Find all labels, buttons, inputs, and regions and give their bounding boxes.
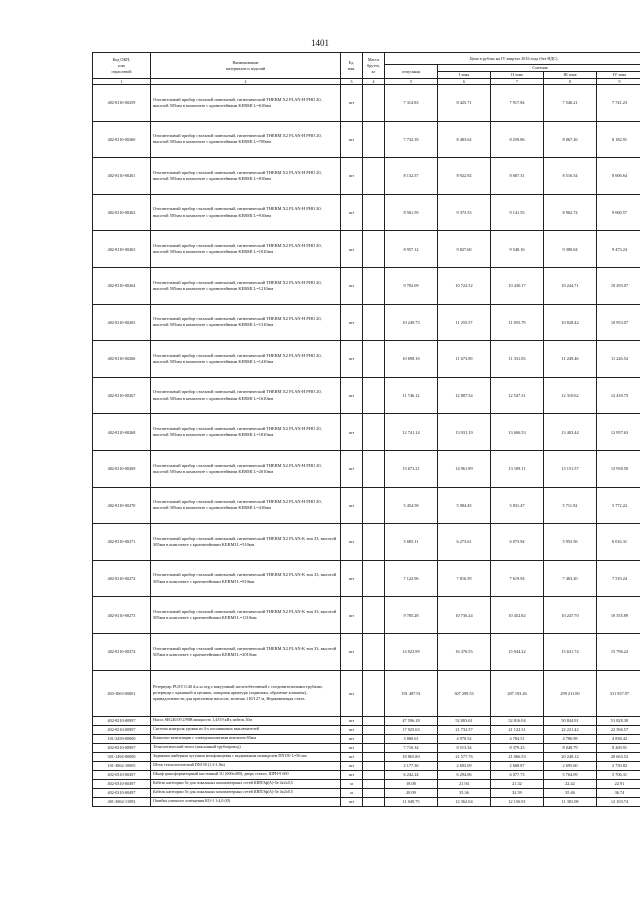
item-mass (363, 85, 385, 122)
item-code: 403-3063-00001 (93, 670, 151, 716)
item-name: Технологический чехол (наклонный трубопровод) (151, 743, 341, 752)
price-zone-1: 12 887.54 (438, 377, 491, 414)
item-unit: шт (341, 743, 363, 752)
item-code: 301-1494-00000 (93, 752, 151, 761)
item-code: 402-8110-00267 (93, 377, 151, 414)
header-unit: Ед. изм. (341, 53, 363, 79)
price-wholesale: 8 957.12 (385, 231, 438, 268)
item-name: Отопительный прибор стальной панельный, гигиенический THERM X2 PLAN-H PHO 20, высотой 505мм в комплекте с кронштейнами KERMI L=1810мм (151, 414, 341, 451)
price-zone-2: 13 109.11 (491, 450, 544, 487)
table-row (93, 734, 640, 743)
item-mass (363, 414, 385, 451)
table-row (93, 560, 640, 597)
price-zone-4: 11 226.54 (597, 341, 640, 378)
item-mass (363, 121, 385, 158)
price-zone-3: 5 953.56 (544, 524, 597, 561)
price-zone-4: 51 828.38 (597, 716, 640, 725)
price-zone-1: 35.36 (438, 788, 491, 797)
item-code: 402-8110-00272 (93, 560, 151, 597)
item-name: Шкаф трансформаторный настенный 1U (600х480); дверь стекло, ШРН-9 600 (151, 770, 341, 779)
price-zone-3: 13 403.44 (544, 414, 597, 451)
item-name: Система контроля уровня из 4-х поплавковых выключателей (151, 725, 341, 734)
price-zone-2: 11 055.79 (491, 304, 544, 341)
price-zone-3: 22 221.42 (544, 725, 597, 734)
item-code: 101-2459-00000 (93, 734, 151, 743)
price-wholesale: 10 698.16 (385, 341, 438, 378)
item-mass (363, 752, 385, 761)
price-zone-2: 10 452.82 (491, 597, 544, 634)
table-row (93, 524, 640, 561)
item-unit: шт (341, 267, 363, 304)
price-zone-4: 10 355.89 (597, 597, 640, 634)
price-zone-4: 311 937.97 (597, 670, 640, 716)
item-name: Шток технологический DN150 (1,3-1,8м) (151, 761, 341, 770)
item-code: 402-0310-00497 (93, 779, 151, 788)
price-wholesale: 191 487.91 (385, 670, 438, 716)
item-unit: шт (341, 725, 363, 734)
item-code: 402-8110-00260 (93, 121, 151, 158)
price-zone-4: 4 838.42 (597, 734, 640, 743)
item-mass (363, 158, 385, 195)
price-zone-4: 7 741.23 (597, 85, 640, 122)
price-wholesale: 10 249.73 (385, 304, 438, 341)
price-wholesale: 13 673.21 (385, 450, 438, 487)
price-zone-3: 13 151.57 (544, 450, 597, 487)
price-zone-2: 8 259.86 (491, 121, 544, 158)
item-mass (363, 377, 385, 414)
item-code: 402-8310-00997 (93, 725, 151, 734)
price-zone-3: 5 711.92 (544, 487, 597, 524)
item-code: 402-8110-00259 (93, 85, 151, 122)
item-name: Отопительный прибор стальной панельный, гигиенический THERM X2 PLAN-H PHO 20, высотой 505мм в комплекте с кронштейнами KERMI L=1310мм (151, 304, 341, 341)
table-row (93, 341, 640, 378)
item-unit: м (341, 779, 363, 788)
price-zone-2: 32.59 (491, 788, 544, 797)
price-zone-4: 22.91 (597, 779, 640, 788)
table-row (93, 761, 640, 770)
item-name: Задвижка шиберная чугунная межфланцевая с выдвижным шпинделем DN150 L=56 мм (151, 752, 341, 761)
table-row (93, 194, 640, 231)
price-wholesale: 9 785.28 (385, 597, 438, 634)
price-zone-2: 7 619.94 (491, 560, 544, 597)
price-zone-4: 6 016.31 (597, 524, 640, 561)
table-row (93, 752, 640, 761)
price-zone-2: 8 687.31 (491, 158, 544, 195)
price-zone-4: 15 796.22 (597, 633, 640, 670)
price-zone-3: 299 211.00 (544, 670, 597, 716)
item-code: 402-8110-00266 (93, 341, 151, 378)
price-zone-1: 16 376.55 (438, 633, 491, 670)
table-row (93, 158, 640, 195)
price-zone-2: 11 331.83 (491, 341, 544, 378)
price-zone-1: 8 513.34 (438, 743, 491, 752)
price-wholesale: 18.08 (385, 779, 438, 788)
price-zone-3: 15 631.74 (544, 633, 597, 670)
item-mass (363, 231, 385, 268)
price-zone-1: 8 483.62 (438, 121, 491, 158)
price-zone-1: 6 294.06 (438, 770, 491, 779)
header-name: Наименование материалов и изделий (151, 53, 341, 79)
price-zone-4: 5 772.22 (597, 487, 640, 524)
price-zone-4: 12 103.74 (597, 797, 640, 806)
table-row (93, 716, 640, 725)
price-zone-3: 10 247.70 (544, 597, 597, 634)
item-name: Отопительный прибор стальной панельный, гигиенический THERM X2 PLAN-H PHO 20, высотой 505мм в комплекте с кронштейнами KERMI L=1010мм (151, 231, 341, 268)
item-code: 402-8110-00265 (93, 304, 151, 341)
price-zone-3: 8 962.74 (544, 194, 597, 231)
item-mass (363, 716, 385, 725)
price-zone-4: 9 473.24 (597, 231, 640, 268)
item-unit: шт (341, 560, 363, 597)
item-name: Резервуар PUST 0.40 d.a.ss.seg.s вакуумный железобетонный с соединительными трубами; резервуар с крышкой и цепями, запорная арматура (задвижка, обратные клапаны), принадлежности для крепления насосов, монтаж 110/127 м, Нержавеющая сталь (151, 670, 341, 716)
item-unit: шт (341, 597, 363, 634)
header-price: Цена в рублях на IV квартал 2016 года (без НДС) (385, 53, 640, 65)
table-row (93, 450, 640, 487)
item-mass (363, 304, 385, 341)
price-zone-3: 7 463.20 (544, 560, 597, 597)
price-zone-2: 9 141.55 (491, 194, 544, 231)
item-unit: шт (341, 633, 363, 670)
header-zone-2: II зона (491, 72, 544, 79)
price-wholesale: 14 923.99 (385, 633, 438, 670)
price-zone-1: 9 373.53 (438, 194, 491, 231)
price-zone-3: 9 380.04 (544, 231, 597, 268)
item-mass (363, 725, 385, 734)
price-zone-4: 8 606.64 (597, 158, 640, 195)
header-zone-3: III зона (544, 72, 597, 79)
item-mass (363, 788, 385, 797)
item-name: Отопительный прибор стальной панельный, гигиенический THERM X2 PLAN-H PHO 20, высотой 505мм в комплекте с кронштейнами KERMI L=1610мм (151, 377, 341, 414)
item-code: 402-8110-00269 (93, 450, 151, 487)
price-zone-2: 21 066.53 (491, 752, 544, 761)
price-zone-1: 8 425.71 (438, 85, 491, 122)
price-wholesale: 9 782.09 (385, 267, 438, 304)
price-zone-4: 12 439.75 (597, 377, 640, 414)
item-unit: шт (341, 414, 363, 451)
table-row (93, 725, 640, 734)
item-unit: шт (341, 716, 363, 725)
price-wholesale: 3 880.61 (385, 734, 438, 743)
price-zone-3: 11 381.08 (544, 797, 597, 806)
price-zone-3: 2 695.60 (544, 761, 597, 770)
price-zone-3: 50 844.91 (544, 716, 597, 725)
item-unit: шт (341, 231, 363, 268)
price-zone-2: 12 156.91 (491, 797, 544, 806)
price-zone-1: 12 362.04 (438, 797, 491, 806)
price-zone-3: 22.42 (544, 779, 597, 788)
column-numbers-row: 1 2 3 4 5 6 7 8 9 (93, 79, 640, 85)
item-name: Кабель категории 5е для локальных компьютерных сетей КВПЭф(А)-5е 4х2х0,5 (151, 779, 341, 788)
table-row (93, 85, 640, 122)
item-unit: м (341, 788, 363, 797)
item-code: 402-8310-00997 (93, 743, 151, 752)
price-zone-2: 287 193.26 (491, 670, 544, 716)
item-mass (363, 560, 385, 597)
price-zone-1: 10 722.52 (438, 267, 491, 304)
item-unit: шт (341, 85, 363, 122)
price-wholesale: 5 685.11 (385, 524, 438, 561)
table-row (93, 377, 640, 414)
table-row (93, 797, 640, 806)
price-zone-2: 6 077.73 (491, 770, 544, 779)
price-zone-3: 35.46 (544, 788, 597, 797)
price-wholesale: 5 454.58 (385, 487, 438, 524)
header-zone-4: IV зона (597, 72, 640, 79)
price-zone-2: 8 379.23 (491, 743, 544, 752)
price-zone-1: 8 922.92 (438, 158, 491, 195)
price-zone-2: 7 917.84 (491, 85, 544, 122)
item-mass (363, 487, 385, 524)
price-zone-3: 8 516.54 (544, 158, 597, 195)
price-wholesale: 2 177.36 (385, 761, 438, 770)
price-zone-4: 13 958.50 (597, 450, 640, 487)
price-zone-4: 5 706.31 (597, 770, 640, 779)
price-wholesale: 18 865.80 (385, 752, 438, 761)
item-unit: шт (341, 770, 363, 779)
item-name: Ошибка уличного освещения КО-1 1:4,0 (Ø) (151, 797, 341, 806)
item-name: Отопительный прибор стальной панельный, гигиенический THERM X2 PLAN-H PHO 20, высотой 505мм в комплекте с кронштейнами KERMI L=700мм (151, 121, 341, 158)
item-unit: шт (341, 341, 363, 378)
item-mass (363, 194, 385, 231)
item-mass (363, 524, 385, 561)
price-zone-3: 7 546.21 (544, 85, 597, 122)
price-wholesale: 7 732.18 (385, 121, 438, 158)
item-code: 402-8110-00262 (93, 194, 151, 231)
item-mass (363, 779, 385, 788)
item-code: 402-8110-00270 (93, 487, 151, 524)
item-code: 401-3862-11093 (93, 797, 151, 806)
page-number: 1401 (311, 38, 329, 48)
price-zone-1: 21 577.76 (438, 752, 491, 761)
price-zone-1: 4 970.52 (438, 734, 491, 743)
price-zone-1: 21.94 (438, 779, 491, 788)
price-zone-2: 9 548.16 (491, 231, 544, 268)
item-name: Кабель категории 5е для локальных компьютерных сетей КВПЭф(А)-5е 4х2х0,5 (151, 788, 341, 797)
item-name: Отопительный прибор стальной панельный, гигиенический THERM X2 PLAN-K тип 33, высотой 505мм в комплекте с кронштейнами KERMI L=2010мм (151, 633, 341, 670)
item-mass (363, 734, 385, 743)
price-zone-1: 2 683.09 (438, 761, 491, 770)
table-row (93, 779, 640, 788)
price-zone-3: 5 764.09 (544, 770, 597, 779)
item-code: 402-8110-00261 (93, 158, 151, 195)
price-zone-4: 20 663.52 (597, 752, 640, 761)
item-name: Отопительный прибор стальной панельный, гигиенический THERM X2 PLAN-H PHO 20, высотой 505мм в комплекте с кронштейнами KERMI L=1410мм (151, 341, 341, 378)
item-mass (363, 450, 385, 487)
item-mass (363, 633, 385, 670)
price-table (92, 52, 640, 807)
price-zone-1: 11 255.57 (438, 304, 491, 341)
price-zone-2: 21 122.31 (491, 725, 544, 734)
header-mass: Масса брутто, кг (363, 53, 385, 79)
price-zone-2: 52 816.04 (491, 716, 544, 725)
price-zone-2: 10 430.17 (491, 267, 544, 304)
item-unit: шт (341, 487, 363, 524)
price-zone-3: 10 244.71 (544, 267, 597, 304)
price-zone-1: 9 827.60 (438, 231, 491, 268)
item-mass (363, 670, 385, 716)
item-name: Комплект вентиляции с электромагнитным вентилем 65мм (151, 734, 341, 743)
table-row (93, 487, 640, 524)
item-code: 402-8110-00271 (93, 524, 151, 561)
item-name: Отопительный прибор стальной панельный, гигиенический THERM X2 PLAN-K тип 33, высотой 505мм в комплекте с кронштейнами KERMI L=1310мм (151, 597, 341, 634)
price-zone-4: 12 957.63 (597, 414, 640, 451)
price-zone-4: 8 269.91 (597, 743, 640, 752)
price-zone-2: 2 668.87 (491, 761, 544, 770)
price-zone-2: 12 547.31 (491, 377, 544, 414)
table-row (93, 633, 640, 670)
header-zone-1: I зона (438, 72, 491, 79)
item-unit: шт (341, 761, 363, 770)
table-row (93, 304, 640, 341)
price-wholesale: 12 741.14 (385, 414, 438, 451)
price-wholesale: 47 596.18 (385, 716, 438, 725)
item-mass (363, 761, 385, 770)
price-zone-1: 5 984.45 (438, 487, 491, 524)
item-unit: шт (341, 194, 363, 231)
item-unit: шт (341, 158, 363, 195)
price-wholesale: 8 561.59 (385, 194, 438, 231)
item-mass (363, 743, 385, 752)
price-zone-1: 14 961.89 (438, 450, 491, 487)
item-unit: шт (341, 797, 363, 806)
header-estimate: Сметная (438, 65, 640, 72)
price-zone-3: 4 786.98 (544, 734, 597, 743)
price-zone-3: 11 249.46 (544, 341, 597, 378)
price-table-body (93, 85, 640, 807)
price-zone-1: 6 273.61 (438, 524, 491, 561)
price-zone-2: 15 944.22 (491, 633, 544, 670)
price-zone-1: 7 816.59 (438, 560, 491, 597)
item-name: Отопительный прибор стальной панельный, гигиенический THERM X2 PLAN-H PHO 20, высотой 505мм в комплекте с кронштейнами KERMI L=1210мм (151, 267, 341, 304)
table-row (93, 788, 640, 797)
price-zone-2: 4 784.51 (491, 734, 544, 743)
table-row (93, 597, 640, 634)
item-unit: шт (341, 670, 363, 716)
price-zone-2: 6 073.94 (491, 524, 544, 561)
price-wholesale: 7 716.34 (385, 743, 438, 752)
item-code: 402-8310-00997 (93, 716, 151, 725)
item-code: 402-8110-00273 (93, 597, 151, 634)
item-code: 402-0310-00497 (93, 770, 151, 779)
table-row (93, 121, 640, 158)
price-zone-1: 11 673.89 (438, 341, 491, 378)
table-row (93, 414, 640, 451)
item-code: 402-8110-00263 (93, 231, 151, 268)
price-zone-1: 307 299.53 (438, 670, 491, 716)
item-name: Отопительный прибор стальной панельный, гигиенический THERM X2 PLAN-H PHO 20, высотой 505мм в комплекте с кронштейнами KERMI L=810мм (151, 158, 341, 195)
item-unit: шт (341, 377, 363, 414)
price-zone-1: 21 732.57 (438, 725, 491, 734)
header-code: Код ОКП, или отраслевой (93, 53, 151, 79)
price-zone-3: 20 248.12 (544, 752, 597, 761)
price-zone-3: 8 067.26 (544, 121, 597, 158)
item-name: Отопительный прибор стальной панельный, гигиенический THERM X2 PLAN-H PHO 20, высотой 305мм в комплекте с кронштейнами KERMI L=410мм (151, 487, 341, 524)
price-zone-1: 10 736.24 (438, 597, 491, 634)
item-unit: шт (341, 524, 363, 561)
item-name: Отопительный прибор стальной панельный, гигиенический THERM X2 PLAN-H PHO 20, высотой 505мм в комплекте с кронштейнами KERMI L=2010мм (151, 450, 341, 487)
item-unit: шт (341, 752, 363, 761)
price-zone-4: 22 396.57 (597, 725, 640, 734)
price-zone-2: 5 831.47 (491, 487, 544, 524)
table-row (93, 770, 640, 779)
table-row (93, 743, 640, 752)
item-unit: шт (341, 450, 363, 487)
price-wholesale: 6 242.24 (385, 770, 438, 779)
item-unit: шт (341, 734, 363, 743)
price-wholesale: 17 925.63 (385, 725, 438, 734)
price-zone-4: 36.74 (597, 788, 640, 797)
price-zone-4: 8 182.91 (597, 121, 640, 158)
price-wholesale: 11 746.12 (385, 377, 438, 414)
item-name: Отопительный прибор стальной панельный, гигиенический THERM X2 PLAN-K тип 33, высотой 305мм в комплекте с кронштейнами KERMI L=910мм (151, 560, 341, 597)
item-mass (363, 267, 385, 304)
item-unit: шт (341, 121, 363, 158)
price-zone-3: 12 310.62 (544, 377, 597, 414)
price-zone-4: 7 519.24 (597, 560, 640, 597)
item-mass (363, 597, 385, 634)
table-row (93, 231, 640, 268)
item-code: 402-8110-00268 (93, 414, 151, 451)
price-wholesale: 7 122.96 (385, 560, 438, 597)
item-name: Отопительный прибор стальной панельный, гигиенический THERM X2 PLAN-H PHO 20, высотой 505мм в комплекте с кронштейнами KERMI L=610мм (151, 85, 341, 122)
price-zone-4: 9 060.57 (597, 194, 640, 231)
price-wholesale: 28.09 (385, 788, 438, 797)
price-zone-4: 10 293.07 (597, 267, 640, 304)
price-zone-1: 13 931.19 (438, 414, 491, 451)
price-zone-4: 2 750.82 (597, 761, 640, 770)
price-zone-3: 10 828.42 (544, 304, 597, 341)
price-wholesale: 7 314.83 (385, 85, 438, 122)
price-zone-1: 52 803.61 (438, 716, 491, 725)
table-row (93, 267, 640, 304)
item-name: Отопительный прибор стальной панельный, гигиенический THERM X2 PLAN-H PHO 20, высотой 505мм в комплекте с кронштейнами KERMI L=910мм (151, 194, 341, 231)
item-code: 402-0310-00497 (93, 788, 151, 797)
item-name: Насос SEG40.09 2/90B мощность 1,4/0,9 кВт, кабель 10м (151, 716, 341, 725)
item-mass (363, 797, 385, 806)
item-mass (363, 341, 385, 378)
item-mass (363, 770, 385, 779)
price-zone-2: 21.32 (491, 779, 544, 788)
price-zone-4: 10 953.07 (597, 304, 640, 341)
item-name: Отопительный прибор стальной панельный, гигиенический THERM X2 PLAN-K тип 33, высотой 305мм в комплекте с кронштейнами KERMI L=510мм (151, 524, 341, 561)
item-unit: шт (341, 304, 363, 341)
price-zone-3: 8 048.79 (544, 743, 597, 752)
item-code: 402-8110-00274 (93, 633, 151, 670)
price-wholesale: 11 049.75 (385, 797, 438, 806)
header-wholesale: отпускная (385, 65, 438, 79)
item-code: 402-8110-00264 (93, 267, 151, 304)
price-zone-2: 13 606.53 (491, 414, 544, 451)
item-code: 101-3862-10005 (93, 761, 151, 770)
price-wholesale: 8 132.57 (385, 158, 438, 195)
table-row (93, 670, 640, 716)
